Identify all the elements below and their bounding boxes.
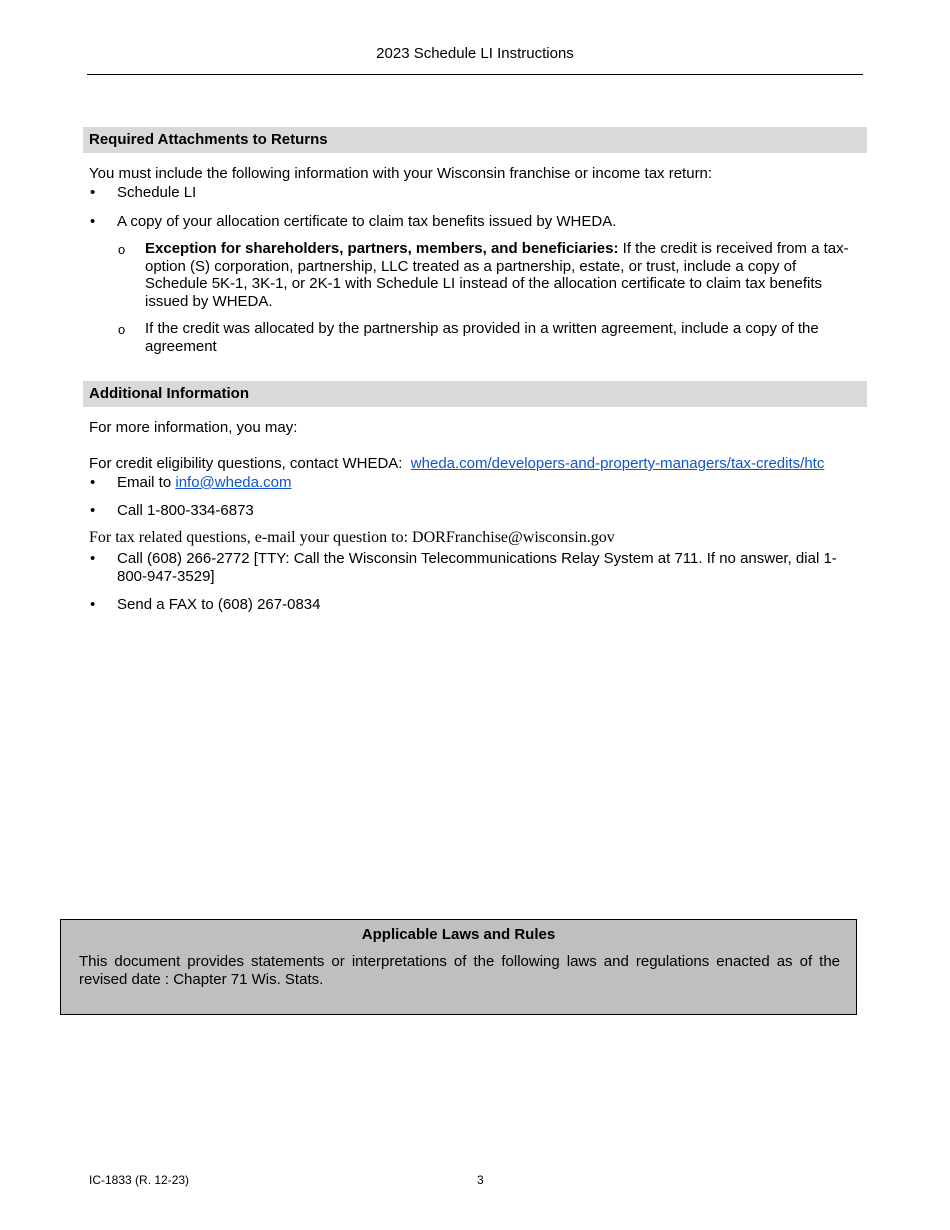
section-heading-text: Required Attachments to Returns xyxy=(89,131,328,148)
header-divider xyxy=(87,74,863,75)
bullet-icon: • xyxy=(90,596,96,613)
footer-form-id: IC-1833 (R. 12-23) xyxy=(89,1173,190,1187)
section-heading-text: Additional Information xyxy=(89,385,249,402)
list-item-call-dor: Call (608) 266-2772 [TTY: Call the Wisconsin Telecommunications Relay System at 711. If no answer, dial 1-800-947-3529] xyxy=(117,550,837,585)
sub-bullet-icon: o xyxy=(118,242,126,257)
email-link[interactable]: info@wheda.com xyxy=(175,474,292,491)
list-item-allocation-certificate: A copy of your allocation certificate to claim tax benefits issued by WHEDA. xyxy=(117,213,617,230)
sub-item-partnership-agreement: If the credit was allocated by the partnership as provided in a written agreement, include a copy of the agreement xyxy=(145,320,819,355)
bullet-icon: • xyxy=(90,184,96,201)
exception-text: If the credit is received from a tax-option (S) corporation, partnership, LLC treated as a partnership, estate, or trust, include a copy of Schedule 5K-1, 3K-1, or 2K-1 with Schedule LI instead of the allocation certificate to claim tax benefits issued by WHEDA. xyxy=(145,240,849,310)
laws-title: Applicable Laws and Rules xyxy=(361,926,556,943)
attachments-intro: You must include the following information with your Wisconsin franchise or income tax return: xyxy=(89,165,713,182)
list-item-email xyxy=(117,474,291,491)
sub-bullet-icon: o xyxy=(118,322,126,337)
list-item-schedule-li: Schedule LI xyxy=(117,184,197,201)
wheda-contact-line xyxy=(89,455,824,472)
list-item-call-wheda: Call 1-800-334-6873 xyxy=(117,502,254,519)
bullet-icon: • xyxy=(90,550,96,567)
bullet-icon: • xyxy=(90,474,96,491)
section-heading-attachments xyxy=(83,127,867,153)
laws-text: This document provides statements or interpretations of the following laws and regulations enacted as of the revised date : Chapter 71 Wis. Stats. xyxy=(79,953,840,988)
section-heading-additional xyxy=(83,381,867,407)
page-header-title: 2023 Schedule LI Instructions xyxy=(376,45,574,62)
wheda-website-link[interactable]: wheda.com/developers-and-property-managers/tax-credits/htc xyxy=(410,455,825,472)
tax-questions-line: For tax related questions, e-mail your question to: DORFranchise@wisconsin.gov xyxy=(89,529,615,546)
bullet-icon: • xyxy=(90,213,96,230)
additional-intro: For more information, you may: xyxy=(89,419,298,436)
footer-page-number: 3 xyxy=(477,1173,484,1187)
email-prefix: Email to xyxy=(117,474,176,491)
sub-item-exception xyxy=(145,240,850,310)
list-item-fax: Send a FAX to (608) 267-0834 xyxy=(117,596,321,613)
exception-label: Exception for shareholders, partners, members, and beneficiaries: xyxy=(145,240,619,257)
bullet-icon: • xyxy=(90,502,96,519)
wheda-contact-prefix: For credit eligibility questions, contact WHEDA: xyxy=(89,455,403,472)
applicable-laws-box xyxy=(60,919,857,1015)
